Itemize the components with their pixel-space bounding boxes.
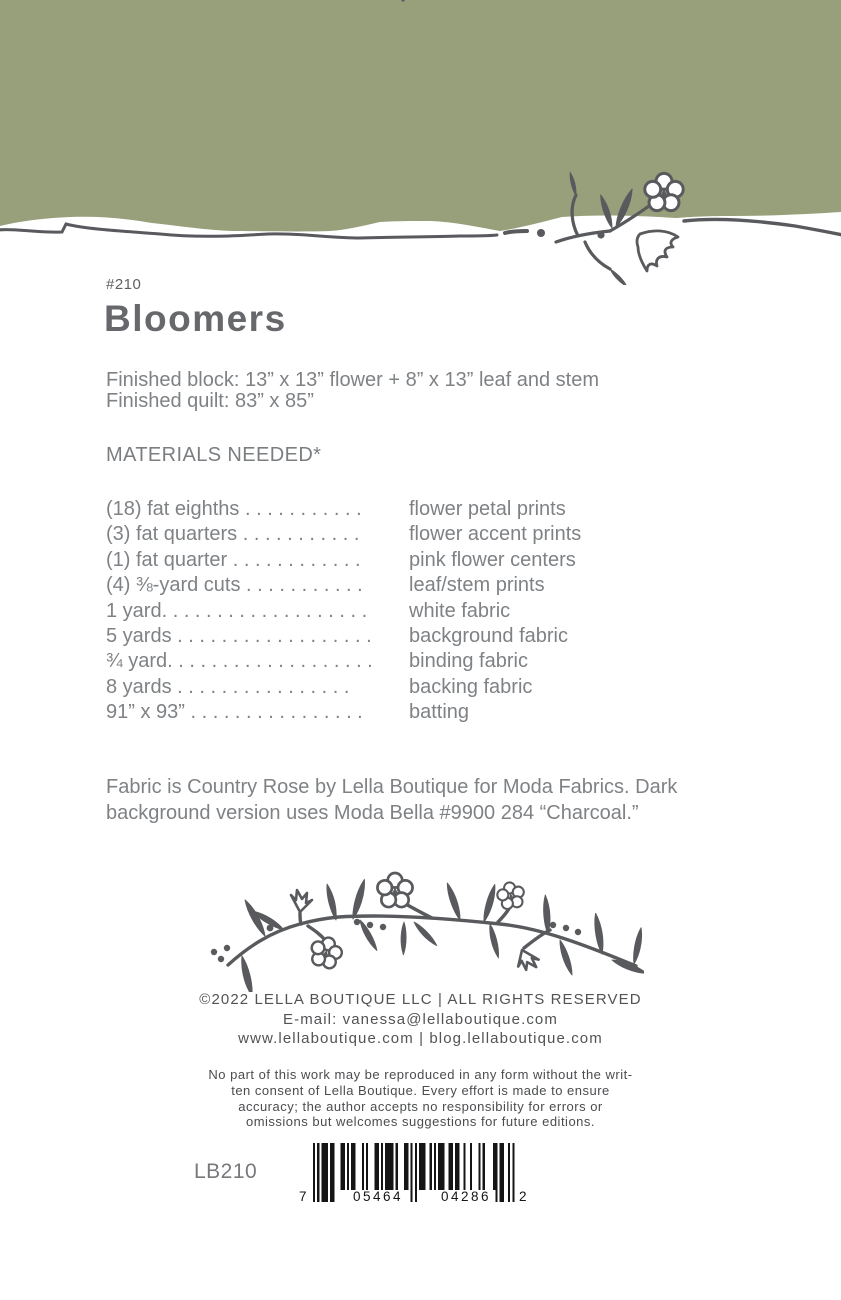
barcode-digit-left: 7	[299, 1189, 307, 1204]
barcode	[298, 1141, 532, 1207]
finished-block-size: Finished block: 13” x 13” flower + 8” x 13” leaf and stem	[106, 369, 600, 391]
disclaimer-line: ten consent of Lella Boutique. Every effort is made to ensure	[231, 1082, 610, 1098]
websites-line: www.lellaboutique.com | blog.lellaboutique.com	[238, 1030, 603, 1047]
material-description: pink flower centers	[409, 548, 576, 571]
green-header-block	[0, 0, 841, 231]
material-quantity: 1 yard. . . . . . . . . . . . . . . . . . .	[106, 599, 368, 622]
barcode-digit-group1: 05464	[352, 1189, 404, 1204]
material-quantity: (1) fat quarter . . . . . . . . . . . .	[106, 548, 361, 571]
material-quantity: 8 yards . . . . . . . . . . . . . . . .	[106, 675, 350, 698]
material-description: binding fabric	[409, 650, 528, 673]
material-quantity: 91” x 93” . . . . . . . . . . . . . . . .	[106, 701, 363, 724]
finished-quilt-size: Finished quilt: 83” x 85”	[106, 390, 314, 412]
disclaimer-line: No part of this work may be reproduced in any form without the writ-	[208, 1067, 633, 1082]
pattern-number: #210	[106, 276, 142, 293]
materials-list	[106, 498, 666, 727]
materials-row	[106, 523, 666, 548]
materials-row	[106, 574, 666, 599]
materials-heading: MATERIALS NEEDED*	[106, 444, 322, 466]
material-quantity: (3) fat quarters . . . . . . . . . . .	[106, 523, 360, 546]
material-quantity: (18) fat eighths . . . . . . . . . . .	[106, 498, 362, 520]
material-quantity: ¾ yard. . . . . . . . . . . . . . . . . . .	[106, 650, 373, 673]
materials-row	[106, 701, 666, 726]
material-quantity: (4) ⅜-yard cuts . . . . . . . . . . .	[106, 574, 363, 597]
material-description: backing fabric	[409, 675, 533, 698]
barcode-digit-check: 2	[519, 1189, 527, 1204]
materials-row	[106, 625, 666, 650]
material-description: flower petal prints	[409, 498, 566, 520]
material-description: background fabric	[409, 624, 568, 647]
floral-branch-divider-icon	[208, 864, 644, 992]
disclaimer-line: accuracy; the author accepts no responsibility for errors or	[238, 1098, 603, 1114]
materials-row	[106, 650, 666, 675]
header-illustration	[0, 0, 841, 285]
material-description: flower accent prints	[409, 523, 582, 546]
material-description: leaf/stem prints	[409, 574, 545, 597]
legal-disclaimer	[0, 1067, 841, 1130]
pattern-title: Bloomers	[104, 298, 287, 339]
fabric-note-line2: background version uses Moda Bella #9900 284 “Charcoal.”	[106, 802, 639, 824]
materials-row	[106, 676, 666, 701]
material-description: batting	[409, 701, 470, 724]
material-description: white fabric	[409, 599, 511, 622]
barcode-digit-group2: 04286	[440, 1189, 492, 1204]
fabric-note-line1: Fabric is Country Rose by Lella Boutique for Moda Fabrics. Dark	[106, 776, 678, 798]
item-code: LB210	[194, 1160, 258, 1183]
materials-row	[106, 549, 666, 574]
email-line: E-mail: vanessa@lellaboutique.com	[283, 1011, 558, 1028]
material-quantity: 5 yards . . . . . . . . . . . . . . . . . .	[106, 624, 372, 647]
materials-row	[106, 498, 666, 523]
torn-edge-line	[0, 219, 841, 238]
materials-row	[106, 600, 666, 625]
branch-leaves	[227, 879, 644, 992]
disclaimer-line: omissions but welcomes suggestions for future editions.	[245, 1114, 596, 1130]
copyright-line: ©2022 LELLA BOUTIQUE LLC | ALL RIGHTS RESERVED	[199, 991, 642, 1008]
